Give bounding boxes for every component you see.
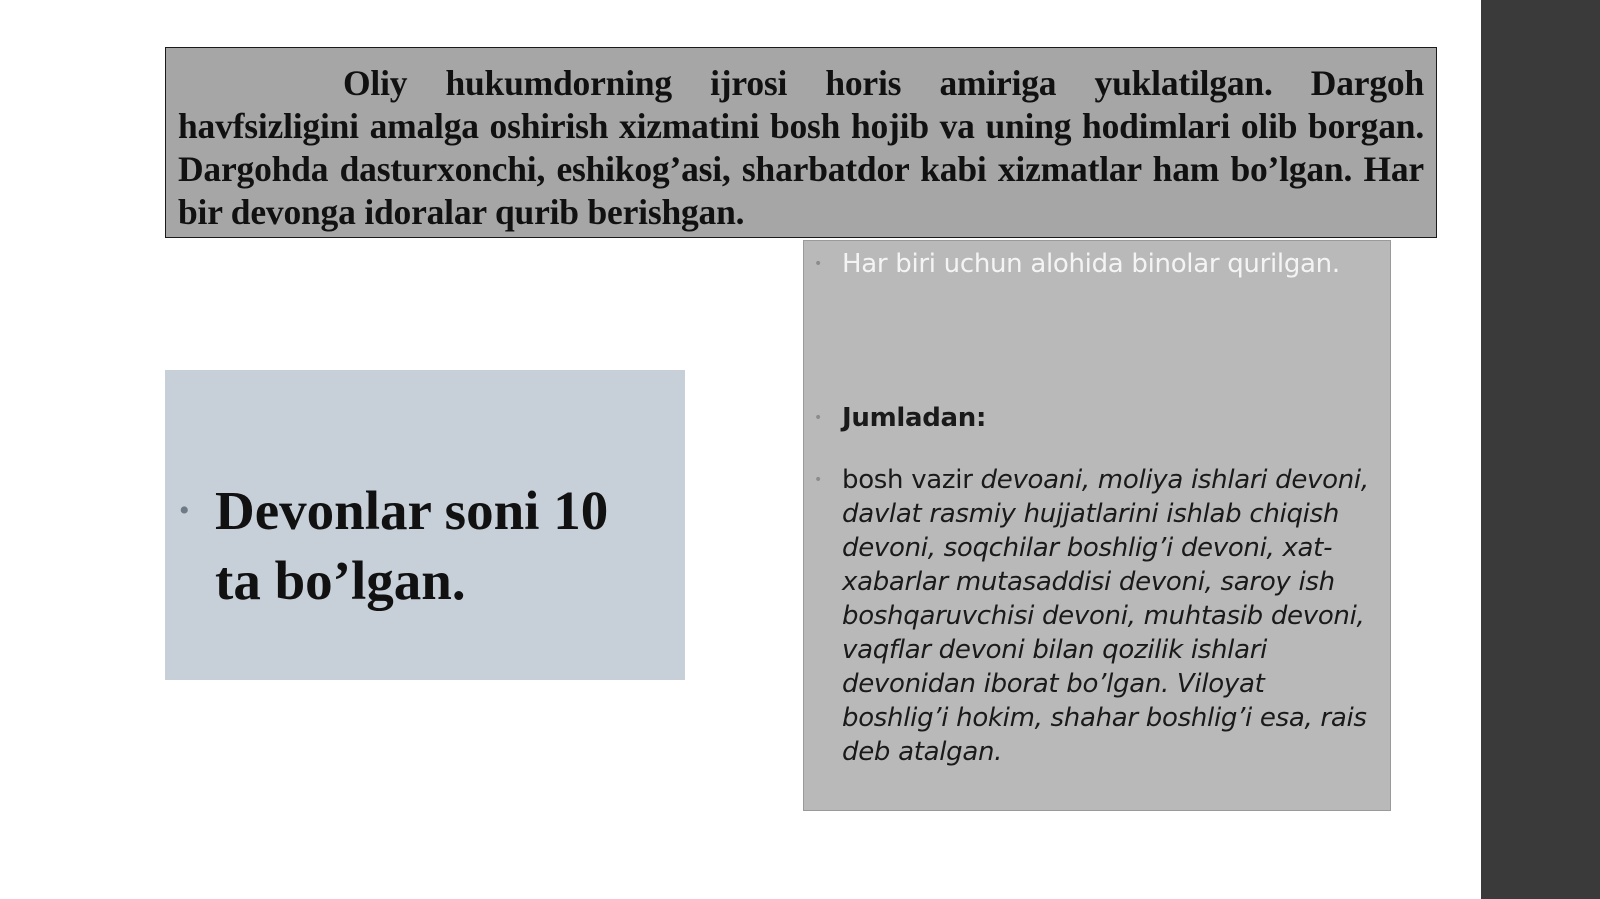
bullet-icon: •	[814, 472, 823, 488]
intro-paragraph: Oliy hukumdorning ijrosi horis amiriga yuklatilgan. Dargoh havfsizligini amalga oshirish xizmatini bosh hojib va uning hodimlari olib borgan. Dargohda dasturxonchi, eshikog’asi, sharbatdor kabi xizmatlar ham bo’lgan. Har bir devonga idoralar qurib berishgan.	[178, 63, 1424, 232]
devon-count-text: Devonlar soni 10 ta bo’lgan.	[215, 480, 609, 611]
decorative-sidebar	[1481, 0, 1600, 899]
bullet-icon: •	[179, 494, 190, 527]
list-item-buildings	[814, 247, 1374, 281]
intro-text-box	[165, 47, 1437, 238]
jumladan-heading: Jumladan:	[842, 403, 987, 433]
list-item-devon-list	[814, 463, 1374, 769]
devon-details-box	[803, 240, 1391, 811]
bullet-icon: •	[814, 256, 823, 272]
devon-count-box	[165, 370, 685, 680]
list-item-jumladan	[814, 401, 1374, 435]
devon-count-item	[179, 476, 659, 616]
bullet-icon: •	[814, 410, 823, 426]
devon-list-body: devoani, moliya ishlari devoni, davlat rasmiy hujjatlarini ishlab chiqish devoni, soqchilar boshlig’i devoni, xat-xabarlar mutasaddisi devoni, saroy ish boshqaruvchisi devoni, muhtasib devoni, vaqflar devoni bilan qozilik ishlari devonidan iborat bo’lgan. Viloyat boshlig’i hokim, shahar boshlig’i esa, rais deb atalgan.	[842, 465, 1369, 767]
devon-list-lead: bosh vazir	[842, 465, 981, 495]
devon-list-paragraph	[842, 463, 1374, 769]
buildings-text: Har biri uchun alohida binolar qurilgan.	[842, 249, 1340, 279]
